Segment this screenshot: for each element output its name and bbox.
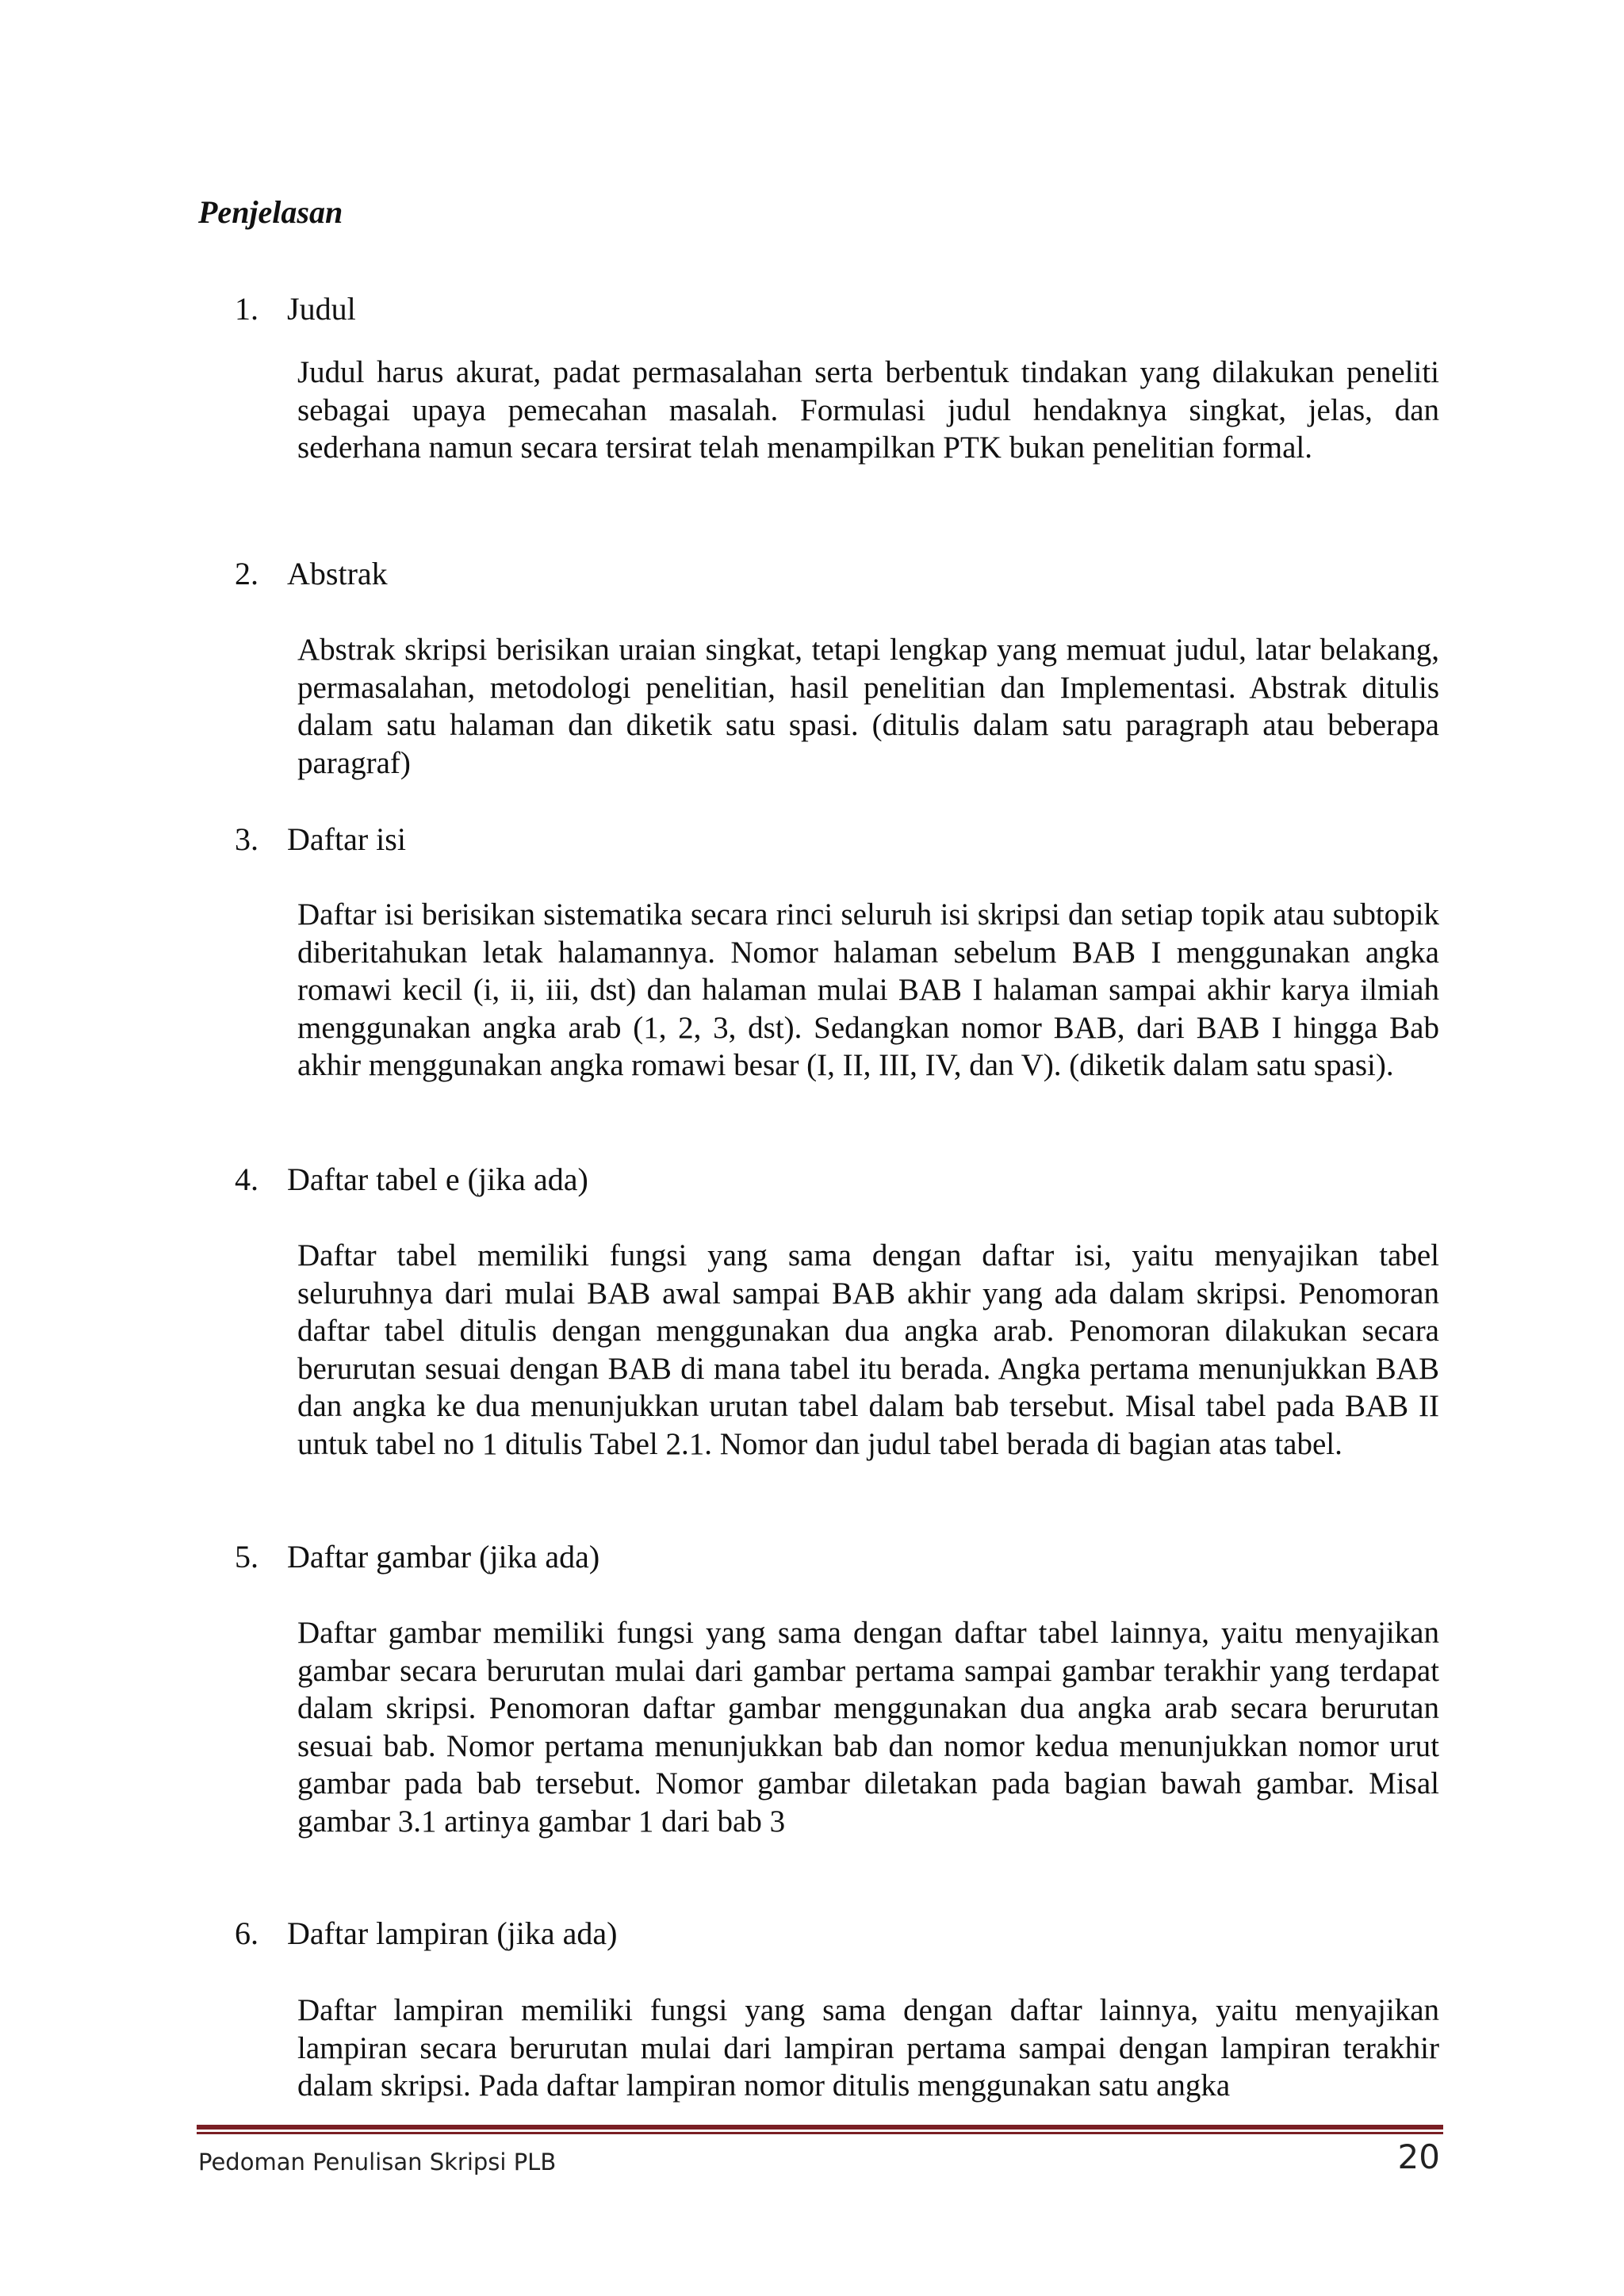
list-item-label: Judul <box>287 291 356 327</box>
list-item-title <box>235 290 356 328</box>
list-item-body: Abstrak skripsi berisikan uraian singkat, tetapi lengkap yang memuat judul, latar belakang, permasalahan, metodologi penelitian, hasil penelitian dan Implementasi. Abstrak ditulis dalam satu halaman dan diketik satu spasi. (ditulis dalam satu paragraph atau beberapa paragraf) <box>297 633 1439 780</box>
list-item-number: 6. <box>235 1915 259 1951</box>
list-item-label: Daftar isi <box>287 821 406 857</box>
list-item-title <box>235 1161 588 1199</box>
list-item-body: Daftar isi berisikan sistematika secara rinci seluruh isi skripsi dan setiap topik atau subtopik diberitahukan letak halamannya. Nomor halaman sebelum BAB I menggunakan angka romawi kecil (i, ii, iii, dst) dan halaman mulai BAB I halaman sampai akhir karya ilmiah menggunakan angka arab (1, 2, 3, dst). Sedangkan nomor BAB, dari BAB I hingga Bab akhir menggunakan angka romawi besar (I, II, III, IV, dan V). (diketik dalam satu spasi). <box>297 897 1439 1082</box>
list-item-number: 2. <box>235 556 259 591</box>
list-item-title <box>235 821 406 859</box>
section-heading: Penjelasan <box>198 194 343 230</box>
list-item-title <box>235 1538 599 1576</box>
list-item-number: 3. <box>235 821 259 857</box>
list-item-body: Daftar tabel memiliki fungsi yang sama dengan daftar isi, yaitu menyajikan tabel seluruhnya dari mulai BAB awal sampai BAB akhir yang ada dalam skripsi. Penomoran daftar tabel ditulis dengan menggunakan dua angka arab. Penomoran dilakukan secara berurutan sesuai dengan BAB di mana tabel itu berada. Angka pertama menunjukkan BAB dan angka ke dua menunjukkan urutan tabel dalam bab tersebut. Misal tabel pada BAB II untuk tabel no 1 ditulis Tabel 2.1. Nomor dan judul tabel berada di bagian atas tabel. <box>297 1238 1439 1461</box>
list-item-body: Daftar gambar memiliki fungsi yang sama dengan daftar tabel lainnya, yaitu menyajikan gambar secara berurutan mulai dari gambar pertama sampai gambar terakhir yang terdapat dalam skripsi. Penomoran daftar gambar menggunakan dua angka arab secara berurutan sesuai bab. Nomor pertama menunjukkan bab dan nomor kedua menunjukkan nomor urut gambar pada bab tersebut. Nomor gambar diletakan pada bagian bawah gambar. Misal gambar 3.1 artinya gambar 1 dari bab 3 <box>297 1616 1439 1839</box>
list-item-body: Judul harus akurat, padat permasalahan serta berbentuk tindakan yang dilakukan peneliti sebagai upaya pemecahan masalah. Formulasi judul hendaknya singkat, jelas, dan sederhana namun secara tersirat telah menampilkan PTK bukan penelitian formal. <box>297 355 1439 465</box>
list-item-label: Abstrak <box>287 556 388 591</box>
list-item-label: Daftar tabel e (jika ada) <box>287 1161 588 1197</box>
list-item-label: Daftar gambar (jika ada) <box>287 1539 600 1575</box>
list-item-title <box>235 1915 617 1953</box>
list-item-label: Daftar lampiran (jika ada) <box>287 1915 618 1951</box>
page-number: 20 <box>1397 2137 1440 2176</box>
footer-divider <box>197 2125 1443 2134</box>
footer-title: Pedoman Penulisan Skripsi PLB <box>198 2149 557 2175</box>
list-item-number: 4. <box>235 1161 259 1197</box>
list-item-number: 1. <box>235 291 259 327</box>
list-item-body: Daftar lampiran memiliki fungsi yang sama dengan daftar lainnya, yaitu menyajikan lampiran secara berurutan mulai dari lampiran pertama sampai dengan lampiran terakhir dalam skripsi. Pada daftar lampiran nomor ditulis menggunakan satu angka <box>297 1993 1439 2103</box>
list-item-number: 5. <box>235 1539 259 1575</box>
list-item-title <box>235 555 388 593</box>
